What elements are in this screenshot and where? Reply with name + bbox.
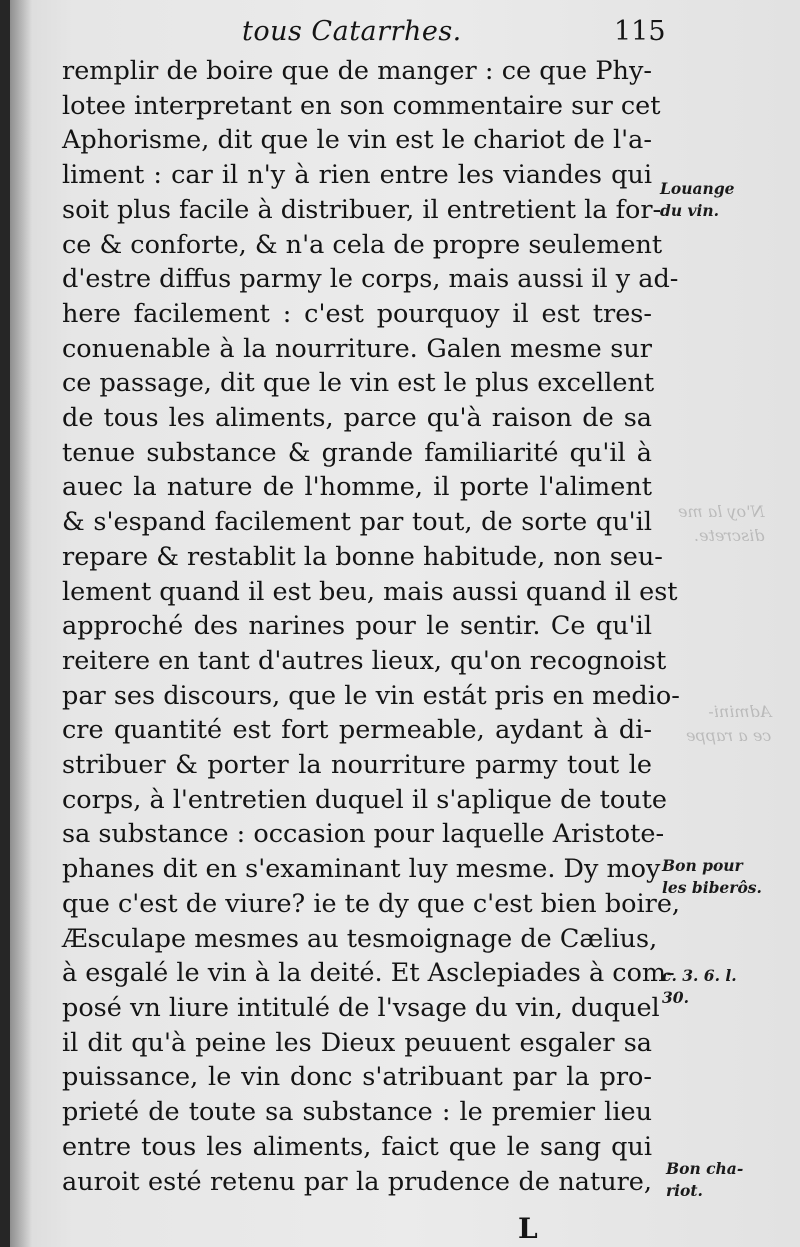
text-line: approché des narines pour le sentir. Ce qu'il [62, 611, 652, 642]
bleed-through-line: discrete. [693, 526, 765, 545]
margin-note-line: Louange [660, 179, 735, 198]
margin-note-line: riot. [666, 1181, 703, 1200]
margin-note-line: c. 3. 6. l. [662, 966, 737, 985]
bleed-through-line: N'oy la me [678, 502, 765, 521]
text-line: reitere en tant d'autres lieux, qu'on recognoist [62, 645, 667, 676]
text-line: here facilement : c'est pourquoy il est tres- [62, 298, 652, 329]
text-line: lotee interpretant en son commentaire sur cet [62, 90, 661, 121]
text-line: corps, à l'entretien duquel il s'aplique de toute [62, 784, 668, 815]
text-line: auec la nature de l'homme, il porte l'aliment [62, 472, 652, 503]
text-line: posé vn liure intitulé de l'vsage du vin, duquel [62, 992, 660, 1023]
text-line: puissance, le vin donc s'atribuant par la pro- [62, 1062, 652, 1093]
margin-note-line: les biberôs. [662, 878, 762, 897]
margin-note-line: Bon pour [662, 856, 743, 875]
text-line: lement quand il est beu, mais aussi quand il est [62, 576, 678, 607]
bleed-through-text [686, 700, 771, 748]
text-line: prieté de toute sa substance : le premier lieu [62, 1097, 652, 1128]
margin-note-bon-pour [662, 855, 762, 899]
signature-mark: L [518, 1212, 538, 1245]
text-line: auroit esté retenu par la prudence de nature, [62, 1166, 652, 1197]
text-line: par ses discours, que le vin estát pris en medio- [62, 680, 680, 711]
text-line: liment : car il n'y à rien entre les viandes qui [62, 160, 652, 191]
text-line: de tous les aliments, parce qu'à raison de sa [62, 403, 652, 434]
bleed-through-line: ce a rappe [686, 726, 772, 745]
text-line: remplir de boire que de manger : ce que Phy- [62, 56, 652, 86]
margin-note-line: 30. [662, 988, 689, 1007]
margin-note-citation [662, 965, 737, 1009]
text-line: stribuer & porter la nourriture parmy tout le [62, 750, 652, 781]
text-line: ce & conforte, & n'a cela de propre seulement [62, 229, 663, 260]
text-line: ce passage, dit que le vin est le plus excellent [62, 368, 655, 399]
gutter-shadow [10, 0, 32, 1247]
text-line: Aphorisme, dit que le vin est le chariot de l'a- [62, 125, 652, 156]
margin-note-bon-chariot [666, 1158, 743, 1202]
page-number: 115 [614, 16, 666, 47]
text-line: tenue substance & grande familiarité qu'il à [62, 437, 652, 468]
book-page [10, 0, 800, 1247]
text-line: & s'espand facilement par tout, de sorte qu'il [62, 507, 652, 538]
text-line: Æsculape mesmes au tesmoignage de Cælius, [62, 923, 658, 954]
text-line: soit plus facile à distribuer, il entretient la for- [62, 194, 662, 225]
text-line: à esgalé le vin à la deité. Et Asclepiades à com- [62, 958, 675, 989]
bleed-through-line: Admini- [708, 702, 772, 721]
running-head: tous Catarrhes. [242, 16, 462, 47]
margin-note-louange [660, 178, 735, 222]
margin-note-line: du vin. [660, 201, 720, 220]
margin-note-line: Bon cha- [666, 1159, 744, 1178]
text-line: repare & restablit la bonne habitude, non seu- [62, 541, 663, 572]
text-line: entre tous les aliments, faict que le sang qui [62, 1131, 652, 1162]
text-line: d'estre diffus parmy le corps, mais aussi il y ad- [62, 264, 679, 295]
text-line: cre quantité est fort permeable, aydant à di- [62, 715, 652, 746]
text-line: phanes dit en s'examinant luy mesme. Dy moy [62, 854, 661, 885]
text-line: que c'est de viure? ie te dy que c'est bien boire, [62, 888, 681, 919]
text-line: conuenable à la nourriture. Galen mesme sur [62, 333, 652, 364]
bleed-through-text [678, 500, 765, 548]
text-line: il dit qu'à peine les Dieux peuuent esgaler sa [62, 1027, 652, 1058]
text-line: sa substance : occasion pour laquelle Aristote- [62, 819, 665, 850]
